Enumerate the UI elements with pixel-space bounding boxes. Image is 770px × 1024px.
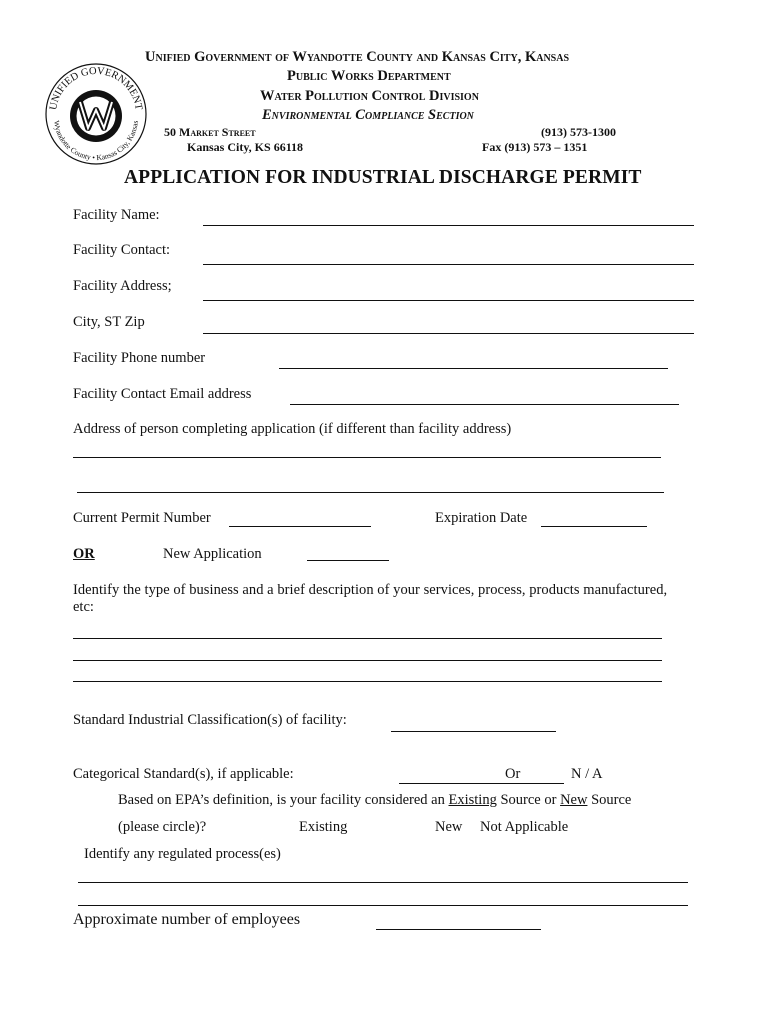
epa-prefix: Based on EPA’s definition, is your facility considered an [118, 792, 449, 808]
form-title: APPLICATION FOR INDUSTRIAL DISCHARGE PERMIT [124, 167, 642, 188]
header-city: Kansas City, KS 66118 [187, 140, 304, 154]
facility-name-field[interactable] [203, 225, 694, 226]
business-desc-label: Identify the type of business and a brief description of your services, process, products manufactured, [73, 582, 668, 598]
header-line-3: Water Pollution Control Division [260, 88, 479, 104]
header-line-1: Unified Government of Wyandotte County and Kansas City, Kansas [145, 49, 570, 65]
option-existing[interactable]: Existing [299, 819, 348, 835]
facility-email-field[interactable] [290, 404, 679, 405]
header-phone: (913) 573-1300 [541, 125, 616, 139]
epa-question [118, 792, 631, 809]
categorical-field[interactable] [399, 783, 564, 784]
city-st-zip-label: City, ST Zip [73, 314, 145, 330]
header-line-2: Public Works Department [287, 68, 451, 84]
header-line-4: Environmental Compliance Section [262, 107, 474, 123]
business-desc-field-3[interactable] [73, 681, 662, 682]
regulated-process-field-1[interactable] [78, 882, 688, 883]
option-new[interactable]: New [435, 819, 463, 835]
person-address-field-1[interactable] [73, 457, 661, 458]
regulated-process-label: Identify any regulated process(es) [84, 846, 281, 862]
categorical-na: N / A [571, 766, 603, 782]
categorical-label: Categorical Standard(s), if applicable: [73, 766, 294, 782]
facility-address-label: Facility Address; [73, 278, 172, 294]
business-desc-label-etc: etc: [73, 599, 94, 615]
facility-name-label: Facility Name: [73, 207, 160, 223]
epa-existing: Existing [448, 792, 497, 808]
new-application-label: New Application [163, 546, 262, 562]
or-label: OR [73, 546, 95, 562]
epa-new: New [560, 792, 588, 808]
epa-suffix: Source [587, 792, 632, 808]
business-desc-field-1[interactable] [73, 638, 662, 639]
city-st-zip-field[interactable] [203, 333, 694, 334]
option-not-applicable[interactable]: Not Applicable [480, 819, 569, 835]
epa-mid: Source or [496, 792, 561, 808]
categorical-or: Or [505, 766, 521, 782]
sic-field[interactable] [391, 731, 556, 732]
person-address-field-2[interactable] [77, 492, 664, 493]
facility-email-label: Facility Contact Email address [73, 386, 252, 402]
current-permit-label: Current Permit Number [73, 510, 211, 526]
expiration-date-field[interactable] [541, 526, 647, 527]
employees-label: Approximate number of employees [73, 911, 301, 928]
facility-phone-field[interactable] [279, 368, 668, 369]
header-fax: Fax (913) 573 – 1351 [482, 140, 588, 154]
header-street: 50 Market Street [164, 125, 256, 139]
seal-top-text: UNIFIED GOVERNMENT [48, 65, 144, 111]
employees-field[interactable] [376, 929, 541, 930]
expiration-date-label: Expiration Date [435, 510, 528, 526]
sic-label: Standard Industrial Classification(s) of facility: [73, 712, 347, 728]
facility-contact-label: Facility Contact: [73, 242, 171, 258]
person-address-label: Address of person completing application (if different than facility address) [73, 421, 512, 437]
facility-contact-field[interactable] [203, 264, 694, 265]
current-permit-field[interactable] [229, 526, 371, 527]
new-application-field[interactable] [307, 560, 389, 561]
please-circle-label: (please circle)? [118, 819, 207, 835]
unified-government-seal [44, 62, 148, 166]
facility-phone-label: Facility Phone number [73, 350, 206, 366]
regulated-process-field-2[interactable] [78, 905, 688, 906]
facility-address-field[interactable] [203, 300, 694, 301]
business-desc-field-2[interactable] [73, 660, 662, 661]
seal-bottom-text: Wyandotte County • Kansas City, Kansas [51, 119, 140, 163]
